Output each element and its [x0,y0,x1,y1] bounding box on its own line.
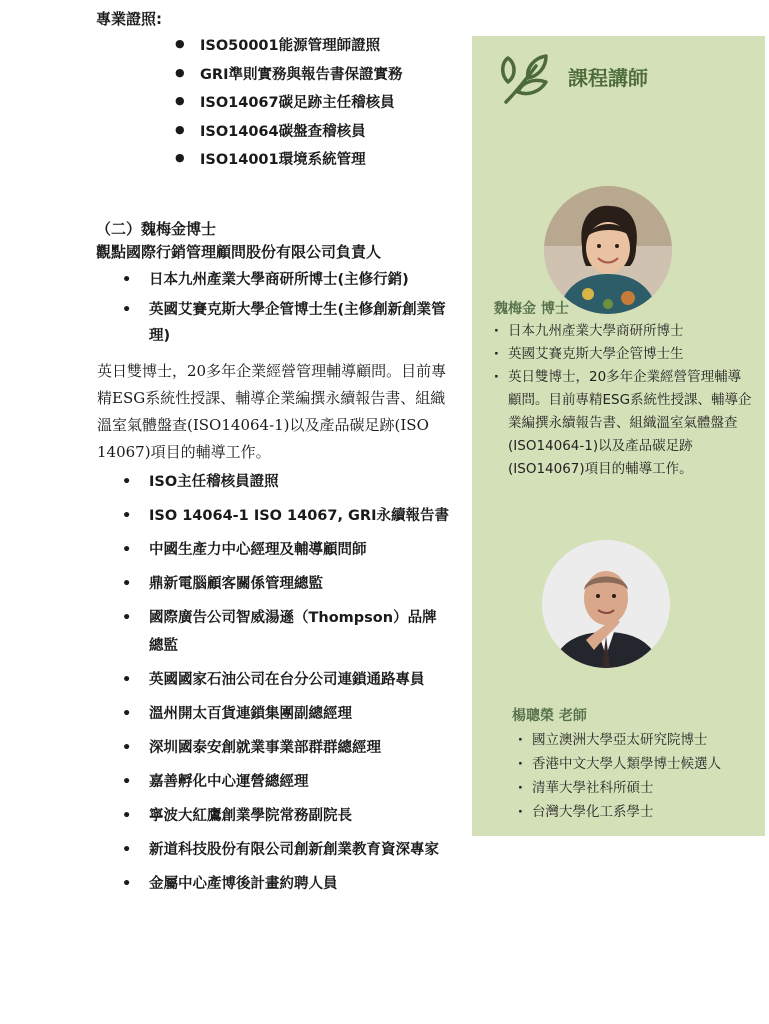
certifications-list [175,34,402,177]
experience-item: • 鼎新電腦顧客關係管理總監 [122,570,502,598]
instructor-1-name: 魏梅金 博士 [494,301,569,317]
cert-item: ● GRI準則實務與報告書保證實務 [175,63,402,92]
panel-title: 課程講師 [568,66,648,90]
instructor-photo-1 [544,186,672,314]
instructor-photo-2 [542,540,670,668]
instructor-2-item: ‧ 清華大學社科所碩士 [518,776,758,800]
instructor-2-item: ‧ 國立澳洲大學亞太研究院博士 [518,728,758,752]
cert-item: ● ISO50001能源管理師證照 [175,34,402,63]
experience-item: • ISO主任稽核員證照 [122,468,502,496]
cert-item: ● ISO14064碳盤查稽核員 [175,120,402,149]
experience-item: • 寧波大紅鷹創業學院常務副院長 [122,802,502,830]
experience-item: • ISO 14064-1 ISO 14067, GRI永續報告書 [122,502,502,530]
degrees-list [122,267,462,353]
experience-item: • 嘉善孵化中心運營總經理 [122,768,502,796]
instructor-2-list [518,728,758,824]
cert-item: ● ISO14067碳足跡主任稽核員 [175,91,402,120]
instructor-1-item: ‧ 英日雙博士，20多年企業經營管理輔導顧問。目前專精ESG系統性授課、輔導企業編撰永續報告書、組織溫室氣體盤查(ISO14064-1)以及產品碳足跡(ISO14067)項目的輔導工作。 [494,366,752,481]
experience-item: • 新道科技股份有限公司創新創業教育資深專家 [122,836,502,864]
degree-item: • 英國艾賽克斯大學企管博士生(主修創新創業管理) [122,297,449,349]
instructor-2-item: ‧ 香港中文大學人類學博士候選人 [518,752,758,776]
instructor-2-item: ‧ 台灣大學化工系學士 [518,800,758,824]
leaf-icon [496,52,552,108]
certifications-heading: 專業證照: [96,10,162,28]
experience-item: • 金屬中心產博後計畫約聘人員 [122,870,502,898]
instructor-1-item: ‧ 日本九州產業大學商研所博士 [494,320,752,343]
experience-item: • 中國生產力中心經理及輔導顧問師 [122,536,502,564]
experience-item: • 英國國家石油公司在台分公司連鎖通路專員 [122,666,449,694]
experience-item: • 深圳國泰安創就業事業部群群總經理 [122,734,502,762]
bio-paragraph: 英日雙博士，20多年企業經營管理輔導顧問。目前專精ESG系統性授課、輔導企業編撰永續報告書、組織溫室氣體盤查(ISO14064-1)以及產品碳足跡(ISO 14067)項目的輔導工作。 [97,362,447,461]
instructor-1-item: ‧ 英國艾賽克斯大學企管博士生 [494,343,752,366]
experience-list [122,468,502,904]
section-title: （二）魏梅金博士 [96,220,217,238]
instructor-2-name: 楊聰榮 老師 [512,708,587,724]
cert-item: ● ISO14001環境系統管理 [175,148,402,177]
degree-item: • 日本九州產業大學商研所博士(主修行銷) [122,267,462,293]
instructor-panel [472,36,765,836]
instructor-1-list [494,320,752,481]
organization-name: 觀點國際行銷管理顧問股份有限公司負責人 [96,243,382,261]
experience-item: • 溫州開太百貨連鎖集團副總經理 [122,700,502,728]
experience-item: • 國際廣告公司智威湯遜（Thompson）品牌總監 [122,604,449,660]
